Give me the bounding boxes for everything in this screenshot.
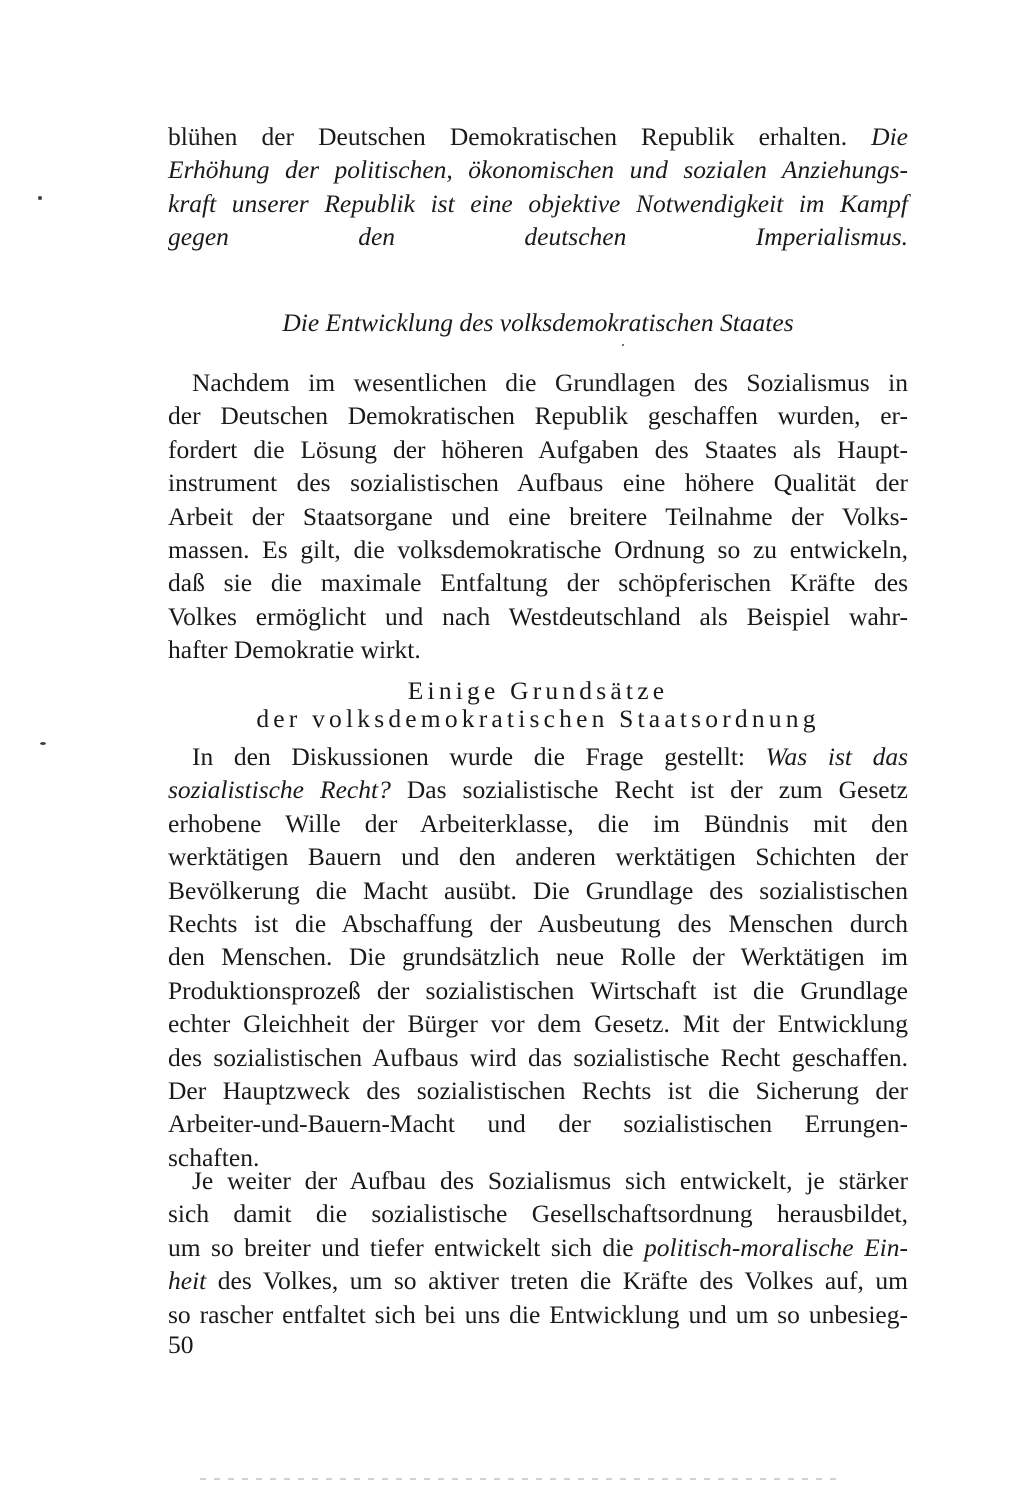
text-run: Rechts ist die Abschaffung der Ausbeutung des Menschen durch	[168, 909, 908, 939]
text-run: daß sie die maximale Entfaltung der schöpferischen Kräfte des	[168, 568, 908, 598]
text-line	[168, 1264, 908, 1297]
italic-text: Erhöhung der politischen, ökonomischen und sozialen Anziehungs-	[168, 155, 908, 185]
text-run: um so breiter und tiefer entwickelt sich die	[168, 1232, 644, 1262]
text-run: Volkes ermöglicht und nach Westdeutschland als Beispiel wahr-	[168, 601, 908, 631]
text-line	[168, 807, 908, 840]
text-run: sich damit die sozialistische Gesellschaftsordnung herausbildet,	[168, 1199, 908, 1229]
text-run: erhobene Wille der Arbeiterklasse, die im Bündnis mit den	[168, 808, 908, 838]
text-run: des Volkes, um so aktiver treten die Kräfte des Volkes auf, um	[206, 1266, 908, 1296]
text-line	[168, 566, 908, 599]
text-line	[168, 533, 908, 566]
text-line	[168, 1107, 908, 1140]
text-line	[168, 1164, 908, 1197]
text-run: der Deutschen Demokratischen Republik geschaffen wurden, er-	[168, 401, 908, 431]
text-run: instrument des sozialistischen Aufbaus eine höhere Qualität der	[168, 468, 908, 498]
text-line	[168, 974, 908, 1007]
text-line	[168, 220, 908, 253]
text-line	[168, 153, 908, 186]
text-line	[168, 874, 908, 907]
text-line	[168, 120, 908, 153]
text-run: Produktionsprozeß der sozialistischen Wirtschaft ist die Grundlage	[168, 975, 908, 1005]
text-run: Nachdem im wesentlichen die Grundlagen des Sozialismus in	[192, 368, 908, 397]
text-run: Das sozialistische Recht ist der zum Gesetz	[390, 775, 908, 805]
text-run: fordert die Lösung der höheren Aufgaben des Staates als Haupt-	[168, 434, 908, 464]
text-line	[168, 773, 908, 806]
text-line	[168, 1298, 908, 1331]
text-line	[168, 433, 908, 466]
paragraph-four	[168, 1164, 908, 1331]
italic-text: Die	[871, 122, 908, 151]
text-line	[168, 840, 908, 873]
text-line	[168, 1074, 908, 1107]
text-line	[168, 500, 908, 533]
text-run: des sozialistischen Aufbaus wird das sozialistische Recht geschaffen.	[168, 1042, 908, 1072]
paragraph-three	[168, 740, 908, 1174]
scan-speck	[38, 196, 42, 200]
subheading-line-2: der volksdemokratischen Staatsordnung	[256, 704, 820, 733]
section-heading: Die Entwicklung des volksdemokratischen Staates	[282, 308, 794, 337]
text-line	[168, 187, 908, 220]
text-line	[168, 907, 908, 940]
text-run: In den Diskussionen wurde die Frage gestellt:	[192, 742, 766, 771]
text-line	[168, 633, 908, 666]
text-line	[168, 1197, 908, 1230]
text-line	[168, 1007, 908, 1040]
scan-speck	[40, 742, 46, 745]
subheading-line-1: Einige Grundsätze	[407, 676, 669, 705]
italic-text: gegen den deutschen Imperialismus.	[168, 222, 908, 252]
text-run: werktätigen Bauern und den anderen werktätigen Schichten der	[168, 842, 908, 872]
italic-text: kraft unserer Republik ist eine objektive Notwendigkeit im Kampf	[168, 188, 908, 218]
text-run: den Menschen. Die grundsätzlich neue Rolle der Werktätigen im	[168, 942, 908, 972]
scan-noise-line	[200, 1478, 840, 1480]
section-paragraph	[168, 366, 908, 667]
text-run: hafter Demokratie wirkt.	[168, 635, 421, 665]
text-line	[168, 740, 908, 773]
italic-text: Was ist das	[765, 742, 909, 771]
scan-speck	[622, 344, 624, 346]
text-line	[168, 399, 908, 432]
text-line	[168, 366, 908, 399]
italic-text: heit	[168, 1266, 207, 1296]
text-run: Arbeit der Staatsorgane und eine breitere Teilnahme der Volks-	[168, 501, 908, 531]
text-run: echter Gleichheit der Bürger vor dem Gesetz. Mit der Entwicklung	[168, 1009, 908, 1039]
text-run: so rascher entfaltet sich bei uns die Entwicklung und um so unbesieg-	[168, 1299, 908, 1329]
text-run: blühen der Deutschen Demokratischen Republik erhalten.	[168, 122, 872, 151]
text-run: Der Hauptzweck des sozialistischen Rechts ist die Sicherung der	[168, 1076, 908, 1106]
text-line	[168, 940, 908, 973]
text-run: Bevölkerung die Macht ausübt. Die Grundlage des sozialistischen	[168, 875, 908, 905]
page-number: 50	[168, 1330, 194, 1359]
text-line	[168, 600, 908, 633]
text-run: schaften.	[168, 1142, 260, 1172]
intro-paragraph	[168, 120, 908, 254]
text-line	[168, 466, 908, 499]
text-line	[168, 1041, 908, 1074]
text-run: Arbeiter-und-Bauern-Macht und der sozialistischen Errungen-	[168, 1109, 908, 1139]
italic-text: sozialistische Recht?	[168, 775, 391, 805]
text-run: Je weiter der Aufbau des Sozialismus sich entwickelt, je stärker	[192, 1166, 908, 1195]
text-run: massen. Es gilt, die volksdemokratische Ordnung so zu entwickeln,	[168, 535, 908, 565]
text-line	[168, 1231, 908, 1264]
italic-text: politisch-moralische Ein-	[643, 1232, 908, 1262]
